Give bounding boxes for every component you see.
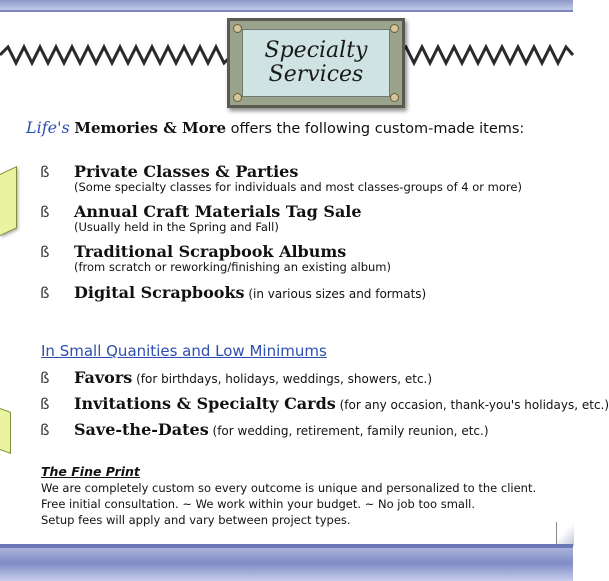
fine-print-title: The Fine Print [41, 464, 140, 479]
curly-bullet-icon: ß [40, 395, 50, 413]
item-title: Private Classes & Parties [74, 162, 299, 181]
small-quantities-link[interactable]: In Small Quanities and Low Minimums [41, 342, 327, 360]
item-subtext: (Usually held in the Spring and Fall) [74, 220, 279, 234]
screw-icon [390, 24, 399, 33]
list-item [40, 283, 426, 302]
header-frame [227, 18, 405, 108]
fine-print-line: Free initial consultation. ~ We work within your budget. ~ No job too small. [41, 497, 475, 511]
screw-icon [233, 24, 242, 33]
curly-bullet-icon: ß [40, 284, 50, 302]
page-curl-decoration [556, 522, 574, 546]
page-title-line2: Services [268, 62, 364, 87]
item-note: (in various sizes and formats) [244, 287, 427, 301]
left-zigzag-ribbon [0, 44, 232, 66]
list-item [40, 162, 522, 194]
item-subtext: (Some specialty classes for individuals and most classes-groups of 4 or more) [74, 180, 522, 194]
curly-bullet-icon: ß [40, 243, 50, 261]
item-title: Invitations & Specialty Cards [74, 394, 336, 413]
page-title-line1: Specialty [264, 38, 368, 63]
brand-name: Memories & More [74, 119, 227, 137]
intro-rest: offers the following custom-made items: [226, 121, 525, 137]
list-item [40, 242, 391, 274]
item-title: Save-the-Dates [74, 420, 209, 439]
item-subtext: (from scratch or reworking/finishing an existing album) [74, 260, 391, 274]
curly-bullet-icon: ß [40, 421, 50, 439]
item-note: (for any occasion, thank-you's holidays, etc.) [335, 398, 609, 412]
curly-bullet-icon: ß [40, 163, 50, 181]
paper-corner-decoration [0, 166, 17, 236]
intro-text [26, 118, 524, 137]
screw-icon [233, 93, 242, 102]
header-title-panel [242, 29, 390, 97]
screw-icon [390, 93, 399, 102]
curly-bullet-icon: ß [40, 369, 50, 387]
item-title: Favors [74, 368, 133, 387]
brand-script: Life's [26, 118, 70, 137]
paper-corner-decoration [0, 408, 11, 454]
bottom-band [0, 548, 573, 581]
item-note: (for birthdays, holidays, weddings, showers, etc.) [132, 372, 433, 386]
item-title: Annual Craft Materials Tag Sale [74, 202, 362, 221]
fine-print-line: Setup fees will apply and vary between project types. [41, 513, 351, 527]
curly-bullet-icon: ß [40, 203, 50, 221]
right-zigzag-ribbon [398, 44, 573, 66]
item-title: Digital Scrapbooks [74, 283, 245, 302]
fine-print-line: We are completely custom so every outcome is unique and personalized to the client. [41, 481, 537, 495]
list-item [40, 420, 489, 439]
item-title: Traditional Scrapbook Albums [74, 242, 347, 261]
list-item [40, 394, 609, 413]
top-band [0, 0, 573, 12]
list-item [40, 368, 432, 387]
item-note: (for wedding, retirement, family reunion, etc.) [208, 424, 489, 438]
list-item [40, 202, 362, 234]
